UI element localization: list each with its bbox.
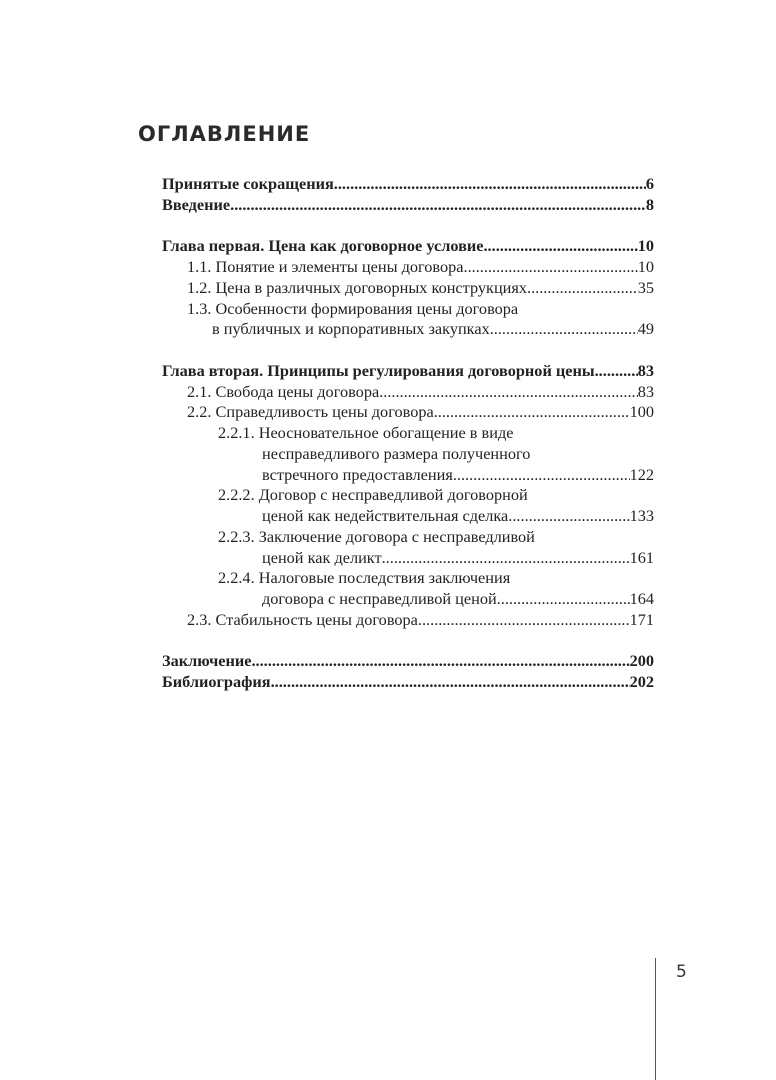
toc-entry-text: 1.3. Особенности формирования цены договора xyxy=(187,298,519,318)
toc-entry[interactable] xyxy=(162,651,654,672)
toc-entry-text: 2.2.2. Договор с несправедливой договорной xyxy=(218,485,528,505)
toc-entry-text: 2.1. Свобода цены договора xyxy=(187,381,380,401)
toc-entry-text: Глава вторая. Принципы регулирования договорной цены xyxy=(162,360,595,380)
dot-leader xyxy=(418,610,630,631)
toc-entry-text: 2.3. Стабильность цены договора xyxy=(187,609,418,629)
dot-leader xyxy=(497,589,630,610)
toc-entry[interactable] xyxy=(162,568,654,610)
dot-leader xyxy=(453,465,630,486)
toc-entry-text: Заключение xyxy=(162,651,252,671)
toc-entry-text: 2.2.3. Заключение договора с несправедливой xyxy=(218,526,535,546)
toc-entry[interactable] xyxy=(162,527,654,569)
toc-entry[interactable] xyxy=(162,236,654,257)
toc-entry-text: Принятые сокращения xyxy=(162,174,334,193)
toc-entry-text: несправедливого размера полученного xyxy=(262,443,531,463)
toc-entry[interactable] xyxy=(162,278,654,299)
dot-leader xyxy=(595,361,638,382)
dot-leader xyxy=(382,548,630,569)
toc-page-number: 100 xyxy=(629,402,654,422)
dot-leader xyxy=(230,195,646,216)
dot-leader xyxy=(527,278,638,299)
dot-leader xyxy=(490,319,638,340)
group-spacer xyxy=(162,216,654,237)
toc-page-number: 133 xyxy=(629,506,654,525)
table-of-contents xyxy=(162,174,654,693)
toc-entry[interactable] xyxy=(162,257,654,278)
toc-entry-text: в публичных и корпоративных закупках xyxy=(212,319,490,339)
dot-leader xyxy=(483,236,637,257)
toc-page-number: 10 xyxy=(637,236,654,256)
page-number: 5 xyxy=(676,962,687,982)
toc-page-number: 6 xyxy=(645,174,654,193)
toc-entry[interactable] xyxy=(162,361,654,382)
dot-leader xyxy=(508,506,629,527)
toc-entry-text: 1.1. Понятие и элементы цены договора xyxy=(187,257,464,276)
dot-leader xyxy=(464,257,638,278)
toc-entry[interactable] xyxy=(162,672,654,693)
toc-entry-text: ценой как недействительная сделка xyxy=(262,506,509,525)
toc-page-number: 161 xyxy=(629,547,654,567)
toc-entry[interactable] xyxy=(162,402,654,423)
toc-entry-text: ценой как деликт xyxy=(262,547,382,567)
toc-entry-text: 2.2. Справедливость цены договора xyxy=(187,402,434,422)
toc-page-number: 35 xyxy=(637,277,654,297)
toc-entry-text: 2.2.1. Неосновательное обогащение в виде xyxy=(218,423,514,442)
toc-entry-text: 2.2.4. Налоговые последствия заключения xyxy=(218,568,511,588)
toc-entry-text: Введение xyxy=(162,194,231,214)
toc-entry[interactable] xyxy=(162,174,654,195)
toc-page-number: 122 xyxy=(629,464,654,484)
toc-entry[interactable] xyxy=(162,423,654,485)
dot-leader xyxy=(251,651,629,672)
toc-entry-text: встречного предоставления xyxy=(262,464,453,484)
toc-entry[interactable] xyxy=(162,299,654,341)
dot-leader xyxy=(271,672,630,693)
toc-page-number: 202 xyxy=(629,672,654,691)
toc-page-number: 200 xyxy=(629,651,654,671)
page-title: ОГЛАВЛЕНИЕ xyxy=(138,122,311,146)
toc-entry[interactable] xyxy=(162,485,654,527)
toc-page-number: 171 xyxy=(629,609,654,629)
toc-entry[interactable] xyxy=(162,610,654,631)
margin-rule xyxy=(655,958,656,1080)
toc-entry[interactable] xyxy=(162,382,654,403)
group-spacer xyxy=(162,631,654,652)
toc-page-number: 83 xyxy=(637,360,654,380)
toc-page-number: 164 xyxy=(629,589,654,608)
dot-leader xyxy=(334,174,646,195)
toc-page-number: 8 xyxy=(645,194,654,214)
dot-leader xyxy=(434,402,630,423)
toc-entry-text: Библиография xyxy=(162,672,271,691)
toc-entry-text: 1.2. Цена в различных договорных конструкциях xyxy=(187,277,527,297)
toc-entry[interactable] xyxy=(162,195,654,216)
toc-page-number: 49 xyxy=(637,319,654,339)
toc-page-number: 10 xyxy=(637,257,654,276)
toc-entry-text: Глава первая. Цена как договорное условие xyxy=(162,236,484,256)
toc-page-number: 83 xyxy=(637,381,654,401)
toc-entry-text: договора с несправедливой ценой xyxy=(262,589,497,608)
group-spacer xyxy=(162,340,654,361)
dot-leader xyxy=(379,382,638,403)
